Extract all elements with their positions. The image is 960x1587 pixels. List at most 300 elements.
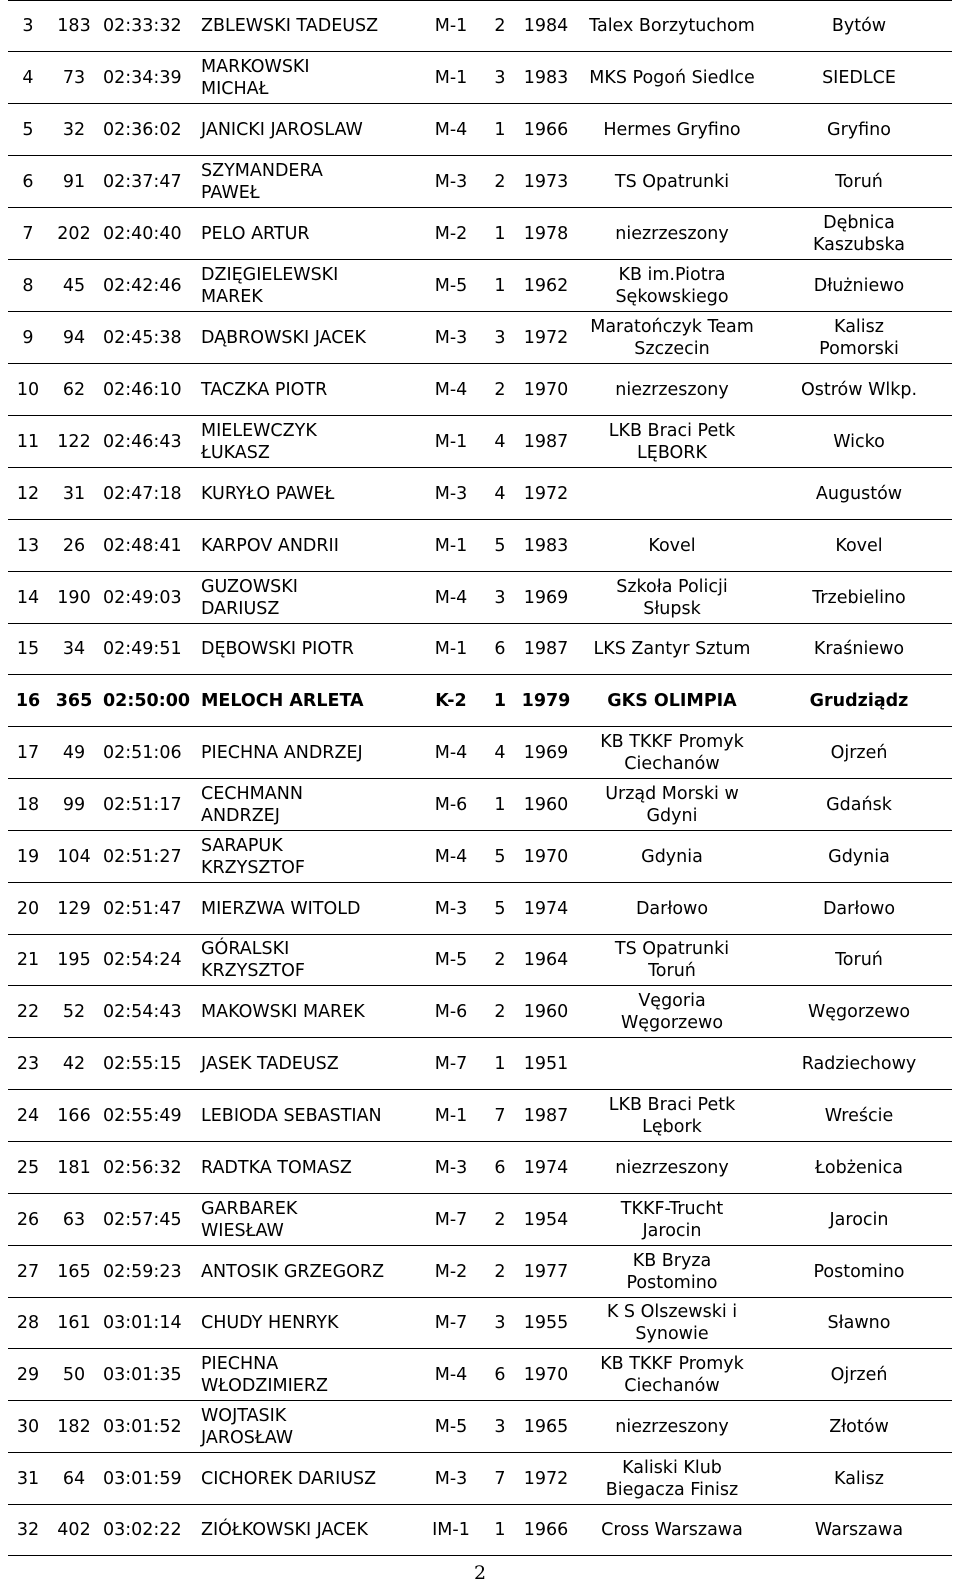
birth-year-cell: 1987 xyxy=(514,624,578,675)
birth-year-cell: 1977 xyxy=(514,1246,578,1298)
place-cell: 9 xyxy=(8,312,48,364)
town-cell: Gdańsk xyxy=(766,779,952,831)
birth-year-cell: 1966 xyxy=(514,1505,578,1556)
bib-cell: 166 xyxy=(48,1090,100,1142)
town-cell: Kraśniewo xyxy=(766,624,952,675)
category-cell: M-1 xyxy=(416,416,486,468)
category-cell: M-5 xyxy=(416,935,486,986)
name-cell: MIELEWCZYK ŁUKASZ xyxy=(198,416,416,468)
birth-year-cell: 1983 xyxy=(514,52,578,104)
category-place-cell: 5 xyxy=(486,883,514,935)
club-cell: Hermes Gryfino xyxy=(578,104,766,156)
name-cell: TACZKA PIOTR xyxy=(198,364,416,416)
town-cell: Złotów xyxy=(766,1401,952,1453)
bib-cell: 63 xyxy=(48,1194,100,1246)
place-cell: 31 xyxy=(8,1453,48,1505)
time-cell: 02:42:46 xyxy=(100,260,198,312)
name-cell: ANTOSIK GRZEGORZ xyxy=(198,1246,416,1298)
birth-year-cell: 1972 xyxy=(514,1453,578,1505)
category-place-cell: 3 xyxy=(486,1401,514,1453)
time-cell: 02:45:38 xyxy=(100,312,198,364)
place-cell: 14 xyxy=(8,572,48,624)
category-place-cell: 5 xyxy=(486,831,514,883)
name-cell: JANICKI JAROSLAW xyxy=(198,104,416,156)
time-cell: 02:46:10 xyxy=(100,364,198,416)
table-row xyxy=(8,260,952,312)
time-cell: 02:54:43 xyxy=(100,986,198,1038)
table-row xyxy=(8,1090,952,1142)
name-cell: MIERZWA WITOLD xyxy=(198,883,416,935)
birth-year-cell: 1984 xyxy=(514,1,578,52)
time-cell: 03:01:52 xyxy=(100,1401,198,1453)
bib-cell: 165 xyxy=(48,1246,100,1298)
table-row xyxy=(8,104,952,156)
birth-year-cell: 1979 xyxy=(514,675,578,727)
category-place-cell: 4 xyxy=(486,468,514,520)
time-cell: 03:01:14 xyxy=(100,1298,198,1349)
name-cell: DĄBROWSKI JACEK xyxy=(198,312,416,364)
bib-cell: 202 xyxy=(48,208,100,260)
bib-cell: 91 xyxy=(48,156,100,208)
table-row xyxy=(8,520,952,572)
town-cell: Postomino xyxy=(766,1246,952,1298)
bib-cell: 94 xyxy=(48,312,100,364)
place-cell: 21 xyxy=(8,935,48,986)
birth-year-cell: 1974 xyxy=(514,1142,578,1194)
time-cell: 02:54:24 xyxy=(100,935,198,986)
category-place-cell: 3 xyxy=(486,52,514,104)
town-cell: Sławno xyxy=(766,1298,952,1349)
category-place-cell: 1 xyxy=(486,1038,514,1090)
birth-year-cell: 1960 xyxy=(514,779,578,831)
birth-year-cell: 1966 xyxy=(514,104,578,156)
club-cell: KB Bryza Postomino xyxy=(578,1246,766,1298)
table-row xyxy=(8,364,952,416)
place-cell: 4 xyxy=(8,52,48,104)
category-cell: M-5 xyxy=(416,1401,486,1453)
bib-cell: 129 xyxy=(48,883,100,935)
bib-cell: 64 xyxy=(48,1453,100,1505)
category-cell: M-6 xyxy=(416,779,486,831)
birth-year-cell: 1973 xyxy=(514,156,578,208)
bib-cell: 99 xyxy=(48,779,100,831)
table-row xyxy=(8,883,952,935)
club-cell: MKS Pogoń Siedlce xyxy=(578,52,766,104)
category-place-cell: 6 xyxy=(486,1349,514,1401)
page-number: 2 xyxy=(473,1562,487,1584)
name-cell: CICHOREK DARIUSZ xyxy=(198,1453,416,1505)
category-place-cell: 2 xyxy=(486,986,514,1038)
time-cell: 02:48:41 xyxy=(100,520,198,572)
name-cell: GARBAREK WIESŁAW xyxy=(198,1194,416,1246)
category-cell: M-1 xyxy=(416,52,486,104)
place-cell: 30 xyxy=(8,1401,48,1453)
category-place-cell: 1 xyxy=(486,1505,514,1556)
birth-year-cell: 1969 xyxy=(514,572,578,624)
town-cell: Wicko xyxy=(766,416,952,468)
category-cell: M-1 xyxy=(416,1090,486,1142)
club-cell: niezrzeszony xyxy=(578,364,766,416)
name-cell: PIECHNA ANDRZEJ xyxy=(198,727,416,779)
name-cell: PIECHNA WŁODZIMIERZ xyxy=(198,1349,416,1401)
bib-cell: 50 xyxy=(48,1349,100,1401)
place-cell: 5 xyxy=(8,104,48,156)
place-cell: 17 xyxy=(8,727,48,779)
birth-year-cell: 1965 xyxy=(514,1401,578,1453)
time-cell: 02:59:23 xyxy=(100,1246,198,1298)
name-cell: KARPOV ANDRII xyxy=(198,520,416,572)
birth-year-cell: 1964 xyxy=(514,935,578,986)
place-cell: 12 xyxy=(8,468,48,520)
town-cell: Gryfino xyxy=(766,104,952,156)
category-place-cell: 6 xyxy=(486,624,514,675)
club-cell: LKB Braci Petk Lębork xyxy=(578,1090,766,1142)
name-cell: JASEK TADEUSZ xyxy=(198,1038,416,1090)
place-cell: 28 xyxy=(8,1298,48,1349)
category-place-cell: 4 xyxy=(486,727,514,779)
table-row xyxy=(8,1349,952,1401)
category-cell: M-4 xyxy=(416,104,486,156)
club-cell: TS Opatrunki xyxy=(578,156,766,208)
place-cell: 19 xyxy=(8,831,48,883)
club-cell: LKS Zantyr Sztum xyxy=(578,624,766,675)
town-cell: Trzebielino xyxy=(766,572,952,624)
club-cell: TS Opatrunki Toruń xyxy=(578,935,766,986)
place-cell: 10 xyxy=(8,364,48,416)
birth-year-cell: 1955 xyxy=(514,1298,578,1349)
place-cell: 15 xyxy=(8,624,48,675)
time-cell: 02:56:32 xyxy=(100,1142,198,1194)
place-cell: 7 xyxy=(8,208,48,260)
club-cell: Darłowo xyxy=(578,883,766,935)
club-cell: Talex Borzytuchom xyxy=(578,1,766,52)
name-cell: SARAPUK KRZYSZTOF xyxy=(198,831,416,883)
time-cell: 02:36:02 xyxy=(100,104,198,156)
bib-cell: 104 xyxy=(48,831,100,883)
bib-cell: 402 xyxy=(48,1505,100,1556)
birth-year-cell: 1970 xyxy=(514,831,578,883)
club-cell: Kaliski Klub Biegacza Finisz xyxy=(578,1453,766,1505)
category-cell: M-4 xyxy=(416,364,486,416)
bib-cell: 195 xyxy=(48,935,100,986)
club-cell: TKKF-Trucht Jarocin xyxy=(578,1194,766,1246)
bib-cell: 49 xyxy=(48,727,100,779)
town-cell: Łobżenica xyxy=(766,1142,952,1194)
category-cell: M-3 xyxy=(416,1142,486,1194)
bib-cell: 365 xyxy=(48,675,100,727)
category-place-cell: 2 xyxy=(486,1246,514,1298)
town-cell: Grudziądz xyxy=(766,675,952,727)
category-cell: M-3 xyxy=(416,468,486,520)
bib-cell: 183 xyxy=(48,1,100,52)
place-cell: 23 xyxy=(8,1038,48,1090)
town-cell: Jarocin xyxy=(766,1194,952,1246)
category-cell: M-2 xyxy=(416,1246,486,1298)
time-cell: 02:49:03 xyxy=(100,572,198,624)
category-cell: IM-1 xyxy=(416,1505,486,1556)
category-place-cell: 1 xyxy=(486,260,514,312)
club-cell: niezrzeszony xyxy=(578,1142,766,1194)
table-row xyxy=(8,986,952,1038)
time-cell: 03:01:59 xyxy=(100,1453,198,1505)
town-cell: Toruń xyxy=(766,156,952,208)
place-cell: 8 xyxy=(8,260,48,312)
place-cell: 13 xyxy=(8,520,48,572)
place-cell: 16 xyxy=(8,675,48,727)
category-place-cell: 1 xyxy=(486,104,514,156)
time-cell: 02:55:49 xyxy=(100,1090,198,1142)
table-row xyxy=(8,1142,952,1194)
birth-year-cell: 1978 xyxy=(514,208,578,260)
town-cell: Kalisz Pomorski xyxy=(766,312,952,364)
place-cell: 27 xyxy=(8,1246,48,1298)
table-row xyxy=(8,1298,952,1349)
category-place-cell: 7 xyxy=(486,1090,514,1142)
category-cell: M-5 xyxy=(416,260,486,312)
category-cell: K-2 xyxy=(416,675,486,727)
club-cell xyxy=(578,468,766,520)
category-cell: M-3 xyxy=(416,312,486,364)
time-cell: 02:51:17 xyxy=(100,779,198,831)
bib-cell: 34 xyxy=(48,624,100,675)
category-cell: M-3 xyxy=(416,883,486,935)
town-cell: Kalisz xyxy=(766,1453,952,1505)
name-cell: WOJTASIK JAROSŁAW xyxy=(198,1401,416,1453)
town-cell: Wreście xyxy=(766,1090,952,1142)
category-cell: M-4 xyxy=(416,572,486,624)
category-place-cell: 2 xyxy=(486,935,514,986)
town-cell: Bytów xyxy=(766,1,952,52)
bib-cell: 161 xyxy=(48,1298,100,1349)
club-cell: KB TKKF Promyk Ciechanów xyxy=(578,727,766,779)
category-place-cell: 7 xyxy=(486,1453,514,1505)
category-cell: M-1 xyxy=(416,520,486,572)
table-row xyxy=(8,935,952,986)
table-row xyxy=(8,831,952,883)
time-cell: 02:51:27 xyxy=(100,831,198,883)
name-cell: LEBIODA SEBASTIAN xyxy=(198,1090,416,1142)
birth-year-cell: 1972 xyxy=(514,312,578,364)
birth-year-cell: 1960 xyxy=(514,986,578,1038)
place-cell: 32 xyxy=(8,1505,48,1556)
name-cell: DĘBOWSKI PIOTR xyxy=(198,624,416,675)
club-cell: K S Olszewski i Synowie xyxy=(578,1298,766,1349)
club-cell: Maratończyk Team Szczecin xyxy=(578,312,766,364)
name-cell: CECHMANN ANDRZEJ xyxy=(198,779,416,831)
category-place-cell: 5 xyxy=(486,520,514,572)
birth-year-cell: 1970 xyxy=(514,364,578,416)
category-cell: M-3 xyxy=(416,1453,486,1505)
category-place-cell: 1 xyxy=(486,208,514,260)
table-row xyxy=(8,624,952,675)
town-cell: Radziechowy xyxy=(766,1038,952,1090)
time-cell: 02:34:39 xyxy=(100,52,198,104)
time-cell: 02:46:43 xyxy=(100,416,198,468)
bib-cell: 52 xyxy=(48,986,100,1038)
bib-cell: 190 xyxy=(48,572,100,624)
category-place-cell: 1 xyxy=(486,779,514,831)
category-cell: M-3 xyxy=(416,156,486,208)
club-cell xyxy=(578,1038,766,1090)
town-cell: Augustów xyxy=(766,468,952,520)
birth-year-cell: 1969 xyxy=(514,727,578,779)
place-cell: 29 xyxy=(8,1349,48,1401)
town-cell: Kovel xyxy=(766,520,952,572)
birth-year-cell: 1954 xyxy=(514,1194,578,1246)
time-cell: 02:51:06 xyxy=(100,727,198,779)
club-cell: Kovel xyxy=(578,520,766,572)
town-cell: Darłowo xyxy=(766,883,952,935)
bib-cell: 122 xyxy=(48,416,100,468)
category-place-cell: 1 xyxy=(486,675,514,727)
name-cell: PELO ARTUR xyxy=(198,208,416,260)
birth-year-cell: 1983 xyxy=(514,520,578,572)
name-cell: CHUDY HENRYK xyxy=(198,1298,416,1349)
table-row xyxy=(8,52,952,104)
time-cell: 02:33:32 xyxy=(100,1,198,52)
birth-year-cell: 1970 xyxy=(514,1349,578,1401)
place-cell: 22 xyxy=(8,986,48,1038)
place-cell: 11 xyxy=(8,416,48,468)
table-row xyxy=(8,1,952,52)
bib-cell: 181 xyxy=(48,1142,100,1194)
time-cell: 02:57:45 xyxy=(100,1194,198,1246)
name-cell: DZIĘGIELEWSKI MAREK xyxy=(198,260,416,312)
table-row xyxy=(8,312,952,364)
table-row xyxy=(8,468,952,520)
club-cell: niezrzeszony xyxy=(578,208,766,260)
table-row xyxy=(8,156,952,208)
table-row xyxy=(8,675,952,727)
category-cell: M-4 xyxy=(416,727,486,779)
town-cell: Węgorzewo xyxy=(766,986,952,1038)
town-cell: Ojrzeń xyxy=(766,1349,952,1401)
name-cell: MAKOWSKI MAREK xyxy=(198,986,416,1038)
time-cell: 02:37:47 xyxy=(100,156,198,208)
name-cell: MARKOWSKI MICHAŁ xyxy=(198,52,416,104)
town-cell: Ojrzeń xyxy=(766,727,952,779)
category-place-cell: 3 xyxy=(486,1298,514,1349)
bib-cell: 45 xyxy=(48,260,100,312)
bib-cell: 62 xyxy=(48,364,100,416)
bib-cell: 42 xyxy=(48,1038,100,1090)
birth-year-cell: 1951 xyxy=(514,1038,578,1090)
club-cell: GKS OLIMPIA xyxy=(578,675,766,727)
name-cell: SZYMANDERA PAWEŁ xyxy=(198,156,416,208)
name-cell: ZIÓŁKOWSKI JACEK xyxy=(198,1505,416,1556)
category-cell: M-1 xyxy=(416,624,486,675)
name-cell: ZBLEWSKI TADEUSZ xyxy=(198,1,416,52)
name-cell: RADTKA TOMASZ xyxy=(198,1142,416,1194)
bib-cell: 26 xyxy=(48,520,100,572)
club-cell: KB TKKF Promyk Ciechanów xyxy=(578,1349,766,1401)
club-cell: niezrzeszony xyxy=(578,1401,766,1453)
category-cell: M-4 xyxy=(416,831,486,883)
club-cell: KB im.Piotra Sękowskiego xyxy=(578,260,766,312)
category-cell: M-1 xyxy=(416,1,486,52)
town-cell: Gdynia xyxy=(766,831,952,883)
category-cell: M-2 xyxy=(416,208,486,260)
results-body xyxy=(8,1,952,1556)
category-place-cell: 2 xyxy=(486,1,514,52)
table-row xyxy=(8,1194,952,1246)
table-row xyxy=(8,1453,952,1505)
category-cell: M-7 xyxy=(416,1194,486,1246)
bib-cell: 182 xyxy=(48,1401,100,1453)
category-cell: M-4 xyxy=(416,1349,486,1401)
category-place-cell: 2 xyxy=(486,364,514,416)
table-row xyxy=(8,1038,952,1090)
place-cell: 3 xyxy=(8,1,48,52)
time-cell: 03:02:22 xyxy=(100,1505,198,1556)
place-cell: 25 xyxy=(8,1142,48,1194)
club-cell: LKB Braci Petk LĘBORK xyxy=(578,416,766,468)
name-cell: MELOCH ARLETA xyxy=(198,675,416,727)
bib-cell: 73 xyxy=(48,52,100,104)
category-cell: M-7 xyxy=(416,1038,486,1090)
name-cell: GUZOWSKI DARIUSZ xyxy=(198,572,416,624)
town-cell: Dębnica Kaszubska xyxy=(766,208,952,260)
bib-cell: 32 xyxy=(48,104,100,156)
category-cell: M-6 xyxy=(416,986,486,1038)
time-cell: 02:49:51 xyxy=(100,624,198,675)
birth-year-cell: 1987 xyxy=(514,416,578,468)
bib-cell: 31 xyxy=(48,468,100,520)
time-cell: 02:51:47 xyxy=(100,883,198,935)
place-cell: 24 xyxy=(8,1090,48,1142)
town-cell: Warszawa xyxy=(766,1505,952,1556)
results-table xyxy=(8,0,952,1556)
table-row xyxy=(8,208,952,260)
birth-year-cell: 1987 xyxy=(514,1090,578,1142)
table-row xyxy=(8,1505,952,1556)
category-place-cell: 4 xyxy=(486,416,514,468)
category-place-cell: 2 xyxy=(486,156,514,208)
category-place-cell: 6 xyxy=(486,1142,514,1194)
table-row xyxy=(8,1246,952,1298)
club-cell: Szkoła Policji Słupsk xyxy=(578,572,766,624)
category-cell: M-7 xyxy=(416,1298,486,1349)
club-cell: Vęgoria Węgorzewo xyxy=(578,986,766,1038)
table-row xyxy=(8,416,952,468)
place-cell: 18 xyxy=(8,779,48,831)
club-cell: Gdynia xyxy=(578,831,766,883)
name-cell: KURYŁO PAWEŁ xyxy=(198,468,416,520)
place-cell: 26 xyxy=(8,1194,48,1246)
place-cell: 20 xyxy=(8,883,48,935)
table-row xyxy=(8,572,952,624)
birth-year-cell: 1962 xyxy=(514,260,578,312)
town-cell: Toruń xyxy=(766,935,952,986)
birth-year-cell: 1972 xyxy=(514,468,578,520)
time-cell: 02:55:15 xyxy=(100,1038,198,1090)
category-place-cell: 3 xyxy=(486,572,514,624)
category-place-cell: 3 xyxy=(486,312,514,364)
time-cell: 03:01:35 xyxy=(100,1349,198,1401)
birth-year-cell: 1974 xyxy=(514,883,578,935)
place-cell: 6 xyxy=(8,156,48,208)
table-row xyxy=(8,727,952,779)
category-place-cell: 2 xyxy=(486,1194,514,1246)
table-row xyxy=(8,1401,952,1453)
club-cell: Cross Warszawa xyxy=(578,1505,766,1556)
name-cell: GÓRALSKI KRZYSZTOF xyxy=(198,935,416,986)
time-cell: 02:47:18 xyxy=(100,468,198,520)
town-cell: Dłużniewo xyxy=(766,260,952,312)
club-cell: Urząd Morski w Gdyni xyxy=(578,779,766,831)
time-cell: 02:40:40 xyxy=(100,208,198,260)
town-cell: SIEDLCE xyxy=(766,52,952,104)
